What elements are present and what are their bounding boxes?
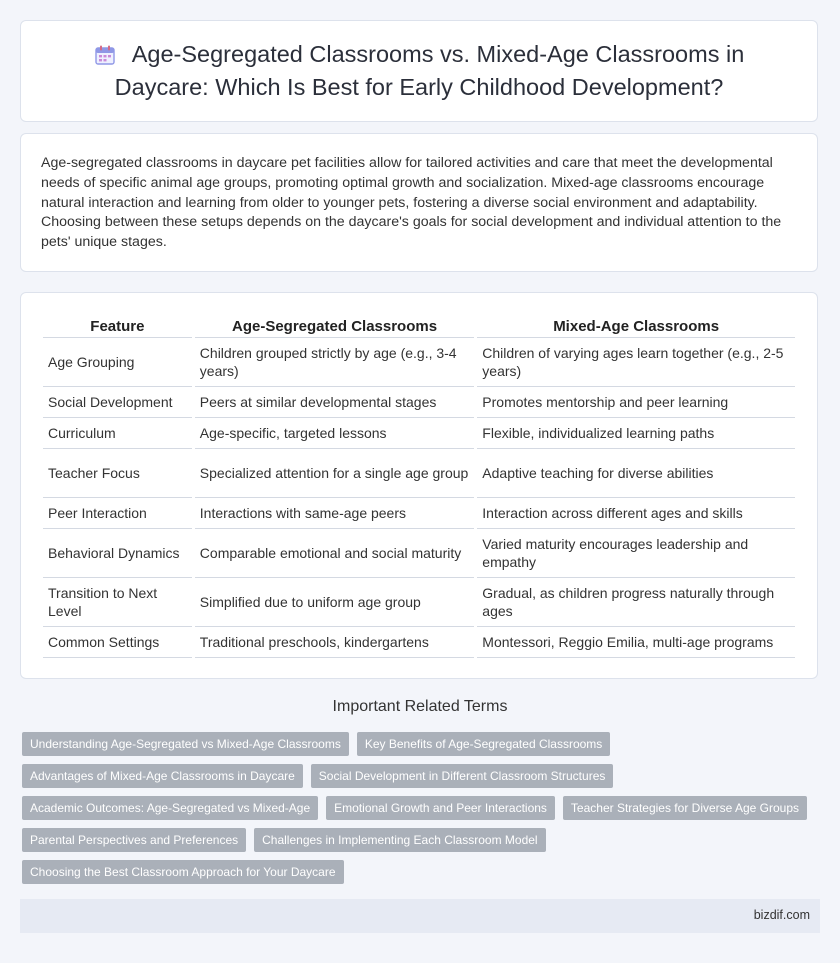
comparison-table — [40, 315, 798, 658]
table-cell: Age-specific, targeted lessons — [195, 418, 474, 449]
table-cell: Adaptive teaching for diverse abilities — [477, 449, 795, 498]
related-term-tag[interactable]: Key Benefits of Age-Segregated Classrooms — [357, 732, 610, 756]
table-header-row — [43, 315, 795, 338]
related-term-tag[interactable]: Choosing the Best Classroom Approach for Your Daycare — [22, 860, 344, 884]
table-cell: Traditional preschools, kindergartens — [195, 627, 474, 658]
table-cell: Peer Interaction — [43, 498, 192, 529]
related-term-tag[interactable]: Challenges in Implementing Each Classroom Model — [254, 828, 545, 852]
related-term-tag[interactable]: Academic Outcomes: Age-Segregated vs Mixed-Age — [22, 796, 318, 820]
table-row — [43, 387, 795, 418]
table-cell: Specialized attention for a single age group — [195, 449, 474, 498]
table-cell: Children of varying ages learn together (e.g., 2-5 years) — [477, 338, 795, 387]
table-cell: Children grouped strictly by age (e.g., 3-4 years) — [195, 338, 474, 387]
table-row — [43, 498, 795, 529]
table-cell: Age Grouping — [43, 338, 192, 387]
table-cell: Transition to Next Level — [43, 578, 192, 627]
header-mixed-age: Mixed-Age Classrooms — [477, 315, 795, 338]
table-cell: Comparable emotional and social maturity — [195, 529, 474, 578]
table-cell: Promotes mentorship and peer learning — [477, 387, 795, 418]
table-cell: Peers at similar developmental stages — [195, 387, 474, 418]
table-cell: Teacher Focus — [43, 449, 192, 498]
table-row — [43, 418, 795, 449]
related-term-tag[interactable]: Teacher Strategies for Diverse Age Groups — [563, 796, 807, 820]
related-term-tag[interactable]: Emotional Growth and Peer Interactions — [326, 796, 555, 820]
table-cell: Common Settings — [43, 627, 192, 658]
header-age-segregated: Age-Segregated Classrooms — [195, 315, 474, 338]
table-cell: Interactions with same-age peers — [195, 498, 474, 529]
table-cell: Behavioral Dynamics — [43, 529, 192, 578]
related-term-tag[interactable]: Understanding Age-Segregated vs Mixed-Age Classrooms — [22, 732, 349, 756]
title-card — [20, 20, 818, 122]
intro-paragraph: Age-segregated classrooms in daycare pet facilities allow for tailored activities and care that meet the developmental needs of specific animal age groups, promoting optimal growth and socialization. Mixed-age classrooms encourage natural interaction and learning from older to younger pets, fostering a diverse social environment and adaptability. Choosing between these setups depends on the daycare's goals for social development and individual attention to the pets' unique stages. — [41, 155, 782, 251]
related-term-tag[interactable]: Parental Perspectives and Preferences — [22, 828, 246, 852]
table-cell: Interaction across different ages and skills — [477, 498, 795, 529]
table-cell: Curriculum — [43, 418, 192, 449]
related-terms-list — [22, 732, 812, 892]
footer — [20, 899, 820, 933]
table-cell: Montessori, Reggio Emilia, multi-age programs — [477, 627, 795, 658]
table-row — [43, 529, 795, 578]
related-terms-heading: Important Related Terms — [332, 698, 508, 715]
intro-card — [20, 133, 818, 272]
table-row — [43, 449, 795, 498]
table-cell: Simplified due to uniform age group — [195, 578, 474, 627]
header-feature: Feature — [43, 315, 192, 338]
page-title — [21, 40, 817, 102]
page-title-text: Age-Segregated Classrooms vs. Mixed-Age Classrooms in Daycare: Which Is Best for Early Childhood Development? — [114, 41, 745, 100]
table-cell: Social Development — [43, 387, 192, 418]
footer-site-link[interactable]: bizdif.com — [753, 908, 810, 922]
calendar-icon — [94, 44, 116, 73]
table-cell: Gradual, as children progress naturally through ages — [477, 578, 795, 627]
related-term-tag[interactable]: Social Development in Different Classroom Structures — [311, 764, 614, 788]
table-row — [43, 578, 795, 627]
related-term-tag[interactable]: Advantages of Mixed-Age Classrooms in Daycare — [22, 764, 303, 788]
table-row — [43, 627, 795, 658]
table-cell: Varied maturity encourages leadership and empathy — [477, 529, 795, 578]
table-row — [43, 338, 795, 387]
table-cell: Flexible, individualized learning paths — [477, 418, 795, 449]
comparison-card — [20, 292, 818, 679]
